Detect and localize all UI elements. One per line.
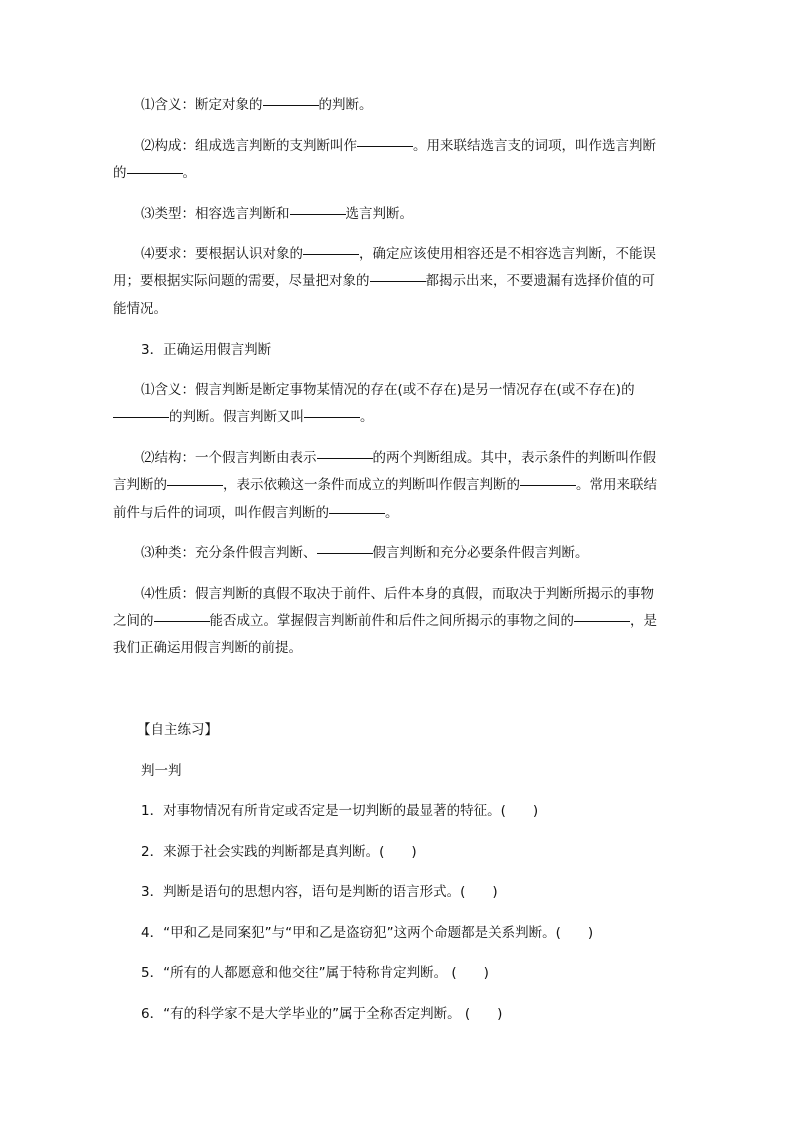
section-heading <box>141 341 711 359</box>
fill-blank <box>303 253 359 255</box>
text-segment: ，表示依赖这一条件而成立的判断叫作假言判断的 <box>223 477 520 493</box>
practice-item: 6．“有的科学家不是大学毕业的”属于全称否定判断。 ( ) <box>141 1006 503 1022</box>
practice-item: 5．“所有的人都愿意和他交往”属于特称肯定判断。 ( ) <box>141 965 489 981</box>
text-line <box>141 137 711 155</box>
text-segment: 的判断。假言判断又叫 <box>169 409 304 425</box>
text-segment: 用；要根据实际问题的需要，尽量把对象的 <box>113 273 370 289</box>
text-segment: 言判断的 <box>113 477 167 493</box>
text-line <box>141 585 711 603</box>
text-line <box>141 205 711 223</box>
text-line <box>113 164 683 182</box>
fill-blank <box>520 484 576 486</box>
text-segment: ⑷要求：要根据认识对象的 <box>141 246 303 262</box>
fill-blank <box>329 512 385 514</box>
fill-blank <box>290 213 346 215</box>
fill-blank <box>317 552 373 554</box>
fill-blank <box>127 172 183 174</box>
practice-heading: 【自主练习】 <box>137 722 218 738</box>
text-segment: 能否成立。掌握假言判断前件和后件之间所揭示的事物之间的 <box>209 613 574 629</box>
text-line <box>141 449 711 467</box>
fill-blank <box>317 457 373 459</box>
text-segment: ⑵构成：组成选言判断的支判断叫作 <box>141 138 357 154</box>
text-segment: ⑶类型：相容选言判断和 <box>141 206 290 222</box>
text-segment: 假言判断和充分必要条件假言判断。 <box>372 545 589 561</box>
fill-blank <box>370 280 426 282</box>
text-segment: 都揭示出来，不要遗漏有选择价值的可 <box>425 273 655 289</box>
text-segment: 的两个判断组成。其中，表示条件的判断叫作假 <box>372 450 656 466</box>
text-line <box>141 381 711 399</box>
text-segment: ⑶种类：充分条件假言判断、 <box>141 545 317 561</box>
text-line <box>141 544 711 562</box>
text-line <box>113 612 683 630</box>
text-line <box>113 408 683 426</box>
fill-blank <box>263 104 319 106</box>
text-segment: 。 <box>360 409 374 425</box>
text-segment: ⑴含义：假言判断是断定事物某情况的存在(或不存在)是另一情况存在(或不存在)的 <box>141 382 635 398</box>
fill-blank <box>574 620 630 622</box>
text-line <box>113 639 683 657</box>
fill-blank <box>154 620 210 622</box>
text-segment: 我们正确运用假言判断的前提。 <box>113 640 302 656</box>
text-segment: ，确定应该使用相容还是不相容选言判断，不能误 <box>359 246 656 262</box>
text-segment: 选言判断。 <box>345 206 413 222</box>
text-line <box>141 245 711 263</box>
text-segment: 能情况。 <box>113 301 167 317</box>
fill-blank <box>167 484 223 486</box>
text-line <box>113 272 683 290</box>
text-line <box>141 96 711 114</box>
text-segment: ⑷性质：假言判断的真假不取决于前件、后件本身的真假，而取决于判断所揭示的事物 <box>141 586 654 602</box>
text-line <box>113 476 683 494</box>
practice-item: 2．来源于社会实践的判断都是真判断。( ) <box>141 844 417 860</box>
text-segment: 的 <box>113 165 127 181</box>
text-segment: 。用来联结选言支的词项，叫作选言判断 <box>413 138 656 154</box>
text-segment: ⑴含义：断定对象的 <box>141 97 263 113</box>
text-line <box>113 504 683 522</box>
text-segment: 。 <box>182 165 196 181</box>
fill-blank <box>357 145 413 147</box>
practice-subheading: 判一判 <box>141 763 182 779</box>
text-segment: 前件与后件的词项，叫作假言判断的 <box>113 505 329 521</box>
text-segment: 。常用来联结 <box>576 477 657 493</box>
fill-blank <box>304 416 360 418</box>
practice-item: 3．判断是语句的思想内容，语句是判断的语言形式。( ) <box>141 884 498 900</box>
fill-blank <box>113 416 169 418</box>
practice-item: 1．对事物情况有所肯定或否定是一切判断的最显著的特征。( ) <box>141 803 539 819</box>
text-segment: 的判断。 <box>318 97 373 113</box>
text-segment: ，是 <box>630 613 657 629</box>
text-segment: 之间的 <box>113 613 154 629</box>
practice-item: 4．“甲和乙是同案犯”与“甲和乙是盗窃犯”这两个命题都是关系判断。( ) <box>141 925 594 941</box>
text-line <box>113 300 683 318</box>
text-segment: ⑵结构：一个假言判断由表示 <box>141 450 317 466</box>
text-segment: 。 <box>385 505 399 521</box>
text-segment: 3．正确运用假言判断 <box>141 342 272 358</box>
